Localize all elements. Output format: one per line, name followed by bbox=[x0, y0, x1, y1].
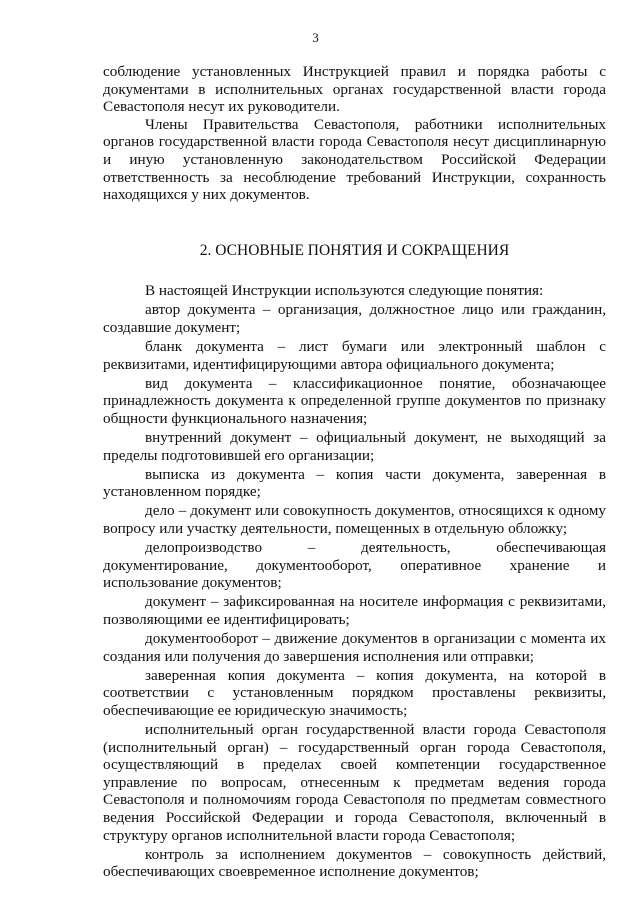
definition-item: выписка из документа – копия части документа, заверенная в установленном порядке; bbox=[103, 465, 606, 501]
paragraph-continuation: соблюдение установленных Инструкцией правил и порядка работы с документами в исполнительных органах государственной власти города Севастополя несут их руководители. bbox=[103, 63, 606, 116]
definition-item: бланк документа – лист бумаги или электронный шаблон с реквизитами, идентифицирующими автора официального документа; bbox=[103, 338, 606, 373]
definition-item: исполнительный орган государственной власти города Севастополя (исполнительный орган) – государственный орган города Севастополя, осуществляющий в пределах своей компетенции государственное управление по вопросам, отнесенным к предметам ведения города Севастополя и полномочиям города Севастополя по предметам совместного ведения Российской Федерации и города Севастополя, включенный в структуру органов исполнительной власти города Севастополя; bbox=[103, 721, 606, 844]
definition-item: контроль за исполнением документов – совокупность действий, обеспечивающих своевременное исполнение документов; bbox=[103, 845, 606, 881]
definition-item: вид документа – классификационное понятие, обозначающее принадлежность документа к определенной группе документов по признаку общности функционального назначения; bbox=[103, 374, 606, 427]
paragraph-responsibility: Члены Правительства Севастополя, работники исполнительных органов государственной власти города Севастополя несут дисциплинарную и иную установленную законодательством Российской Федерации ответственность за несоблюдение требований Инструкции, сохранность находящихся у них документов. bbox=[103, 115, 606, 204]
section-heading: 2. ОСНОВНЫЕ ПОНЯТИЯ И СОКРАЩЕНИЯ bbox=[199, 241, 510, 259]
section-intro: В настоящей Инструкции используются следующие понятия: bbox=[145, 282, 544, 300]
definition-item: дело – документ или совокупность документов, относящихся к одному вопросу или участку деятельности, помещенных в отдельную обложку; bbox=[103, 502, 606, 538]
definition-item: документ – зафиксированная на носителе информация с реквизитами, позволяющими ее идентифицировать; bbox=[103, 593, 606, 629]
definition-item: заверенная копия документа – копия документа, на которой в соответствии с установленным порядком проставлены реквизиты, обеспечивающие ее юридическую значимость; bbox=[103, 666, 606, 719]
page-number: 3 bbox=[312, 30, 319, 45]
definition-item: внутренний документ – официальный документ, не выходящий за пределы подготовившей его организации; bbox=[103, 429, 606, 464]
document-body bbox=[103, 63, 606, 881]
definition-item: делопроизводство – деятельность, обеспечивающая документирование, документооборот, оперативное хранение и использование документов; bbox=[103, 539, 606, 592]
definition-item: автор документа – организация, должностное лицо или гражданин, создавшие документ; bbox=[103, 301, 606, 337]
definition-item: документооборот – движение документов в организации с момента их создания или получения до завершения исполнения или отправки; bbox=[103, 630, 606, 665]
